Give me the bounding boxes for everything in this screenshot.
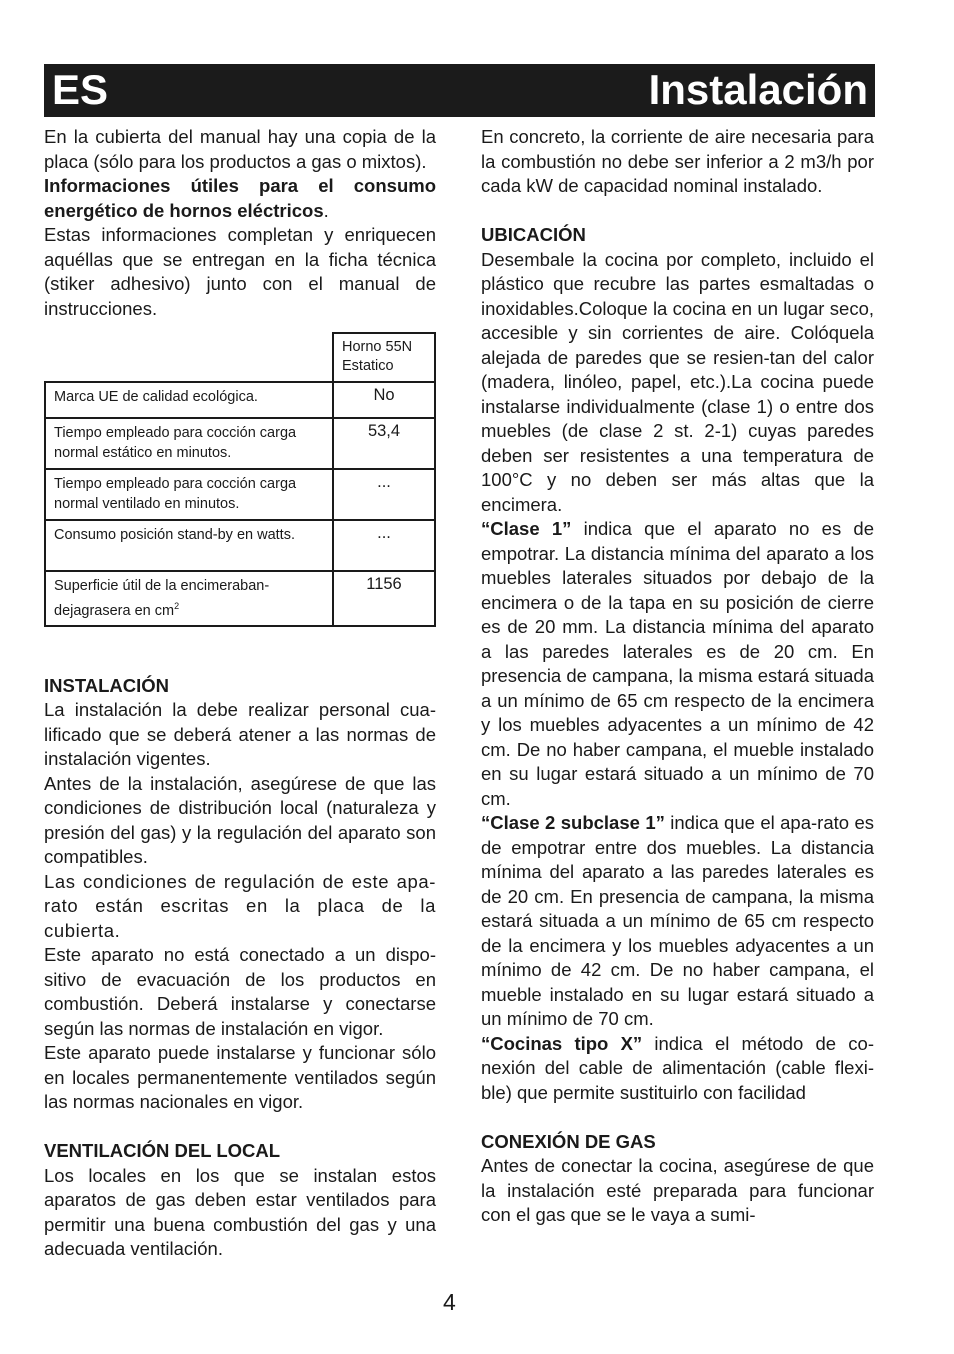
table-row bbox=[45, 520, 435, 571]
table-row-label: Tiempo empleado para cocción carga normal ventilado en minutos. bbox=[45, 469, 333, 520]
page-header bbox=[44, 64, 875, 117]
table-header-oven: Horno 55N Estatico bbox=[333, 333, 435, 382]
info-paragraph bbox=[44, 174, 436, 223]
table-row-label: Marca UE de calidad ecológica. bbox=[45, 382, 333, 418]
table-row-label: Consumo posición stand-by en watts. bbox=[45, 520, 333, 571]
intro-paragraph: En la cubierta del manual hay una copia de la placa (sólo para los productos a gas o mixtos). bbox=[44, 126, 436, 172]
table-corner bbox=[45, 333, 333, 382]
language-code: ES bbox=[52, 66, 109, 113]
table-row bbox=[45, 571, 435, 626]
instalacion-paragraph: Las condiciones de regulación de este apa-rato están escritas en la placa de la cubierta. bbox=[44, 870, 436, 941]
clase1-text: indica que el aparato no es de empotrar. La distancia mínima del aparato a los muebles laterales situados por debajo de la encimera o de la tapa en su posición de cierre es de 20 mm. La distancia mínima del aparato a las paredes laterales es de 20 cm. En presencia de campana, la misma estará situada a un mínimo de 65 cm respecto de la encimera y los muebles adyacentes a un mínimo de 42 cm. De no haber campana, el mueble instalado en su lugar estará situado a un mínimo de 70 cm. bbox=[481, 518, 874, 809]
instalacion-paragraph: Antes de la instalación, asegúrese de que las condiciones de distribución local (naturaleza y presión del gas) y la regulación del aparato son compatibles. bbox=[44, 772, 436, 868]
table-row bbox=[45, 418, 435, 469]
table-row-label bbox=[45, 571, 333, 626]
ventilacion-paragraph: Los locales en los que se instalan estos aparatos de gas deben estar ventilados para permitir una buena combustión del gas y una adecuada ventilación. bbox=[44, 1164, 436, 1260]
table-row-value: 53,4 bbox=[333, 418, 435, 469]
ubicacion-paragraph: Desembale la cocina por completo, incluido el plástico que recubre las partes esmaltadas o inoxidables.Coloque la cocina en un lugar seco, accesible y sin corrientes de aire. Colóquela alejada de paredes que se resien-tan del calor (madera, linóleo, papel, etc.).La cocina puede instalarse individualmente (clase 1) o entre dos muebles (de clase 2 st. 2-1) cuyas paredes deben ser resistentes a una temperatura de 100°C y no deben ser más altas que la encimera. bbox=[481, 248, 874, 515]
table-row-label-text: Superficie útil de la encimeraban-dejagrasera en cm bbox=[54, 578, 270, 619]
page-number: 4 bbox=[443, 1289, 456, 1315]
clase1-term: “Clase 1” bbox=[481, 518, 572, 539]
left-column bbox=[44, 125, 436, 1262]
clase2-paragraph bbox=[481, 811, 874, 1032]
superscript: 2 bbox=[174, 601, 180, 611]
gas-paragraph: Antes de conectar la cocina, asegúrese de que la instalación esté preparada para funcionar con el gas que se le vaya a sumi- bbox=[481, 1155, 874, 1225]
cocinas-term: “Cocinas tipo X” bbox=[481, 1032, 643, 1054]
gas-heading: CONEXIÓN DE GAS bbox=[481, 1130, 656, 1152]
clase2-text: indica que el apa-rato es de empotrar entre dos muebles. La distancia mínima del aparato a las paredes laterales es de 20 cm. En presencia de campana, la misma estará situada a un mínimo de 65 cm respecto de la encimera y los muebles adyacentes a un mínimo de 42 cm. De no haber campana, el mueble instalado en su lugar estará situado a un mínimo de 70 cm. bbox=[481, 812, 874, 1029]
instalacion-paragraph: Este aparato puede instalarse y funcionar sólo en locales permanentemente ventilados según las normas nacionales en vigor. bbox=[44, 1042, 436, 1113]
energy-table bbox=[44, 332, 436, 627]
table-row-value: ... bbox=[333, 520, 435, 571]
right-column bbox=[481, 125, 874, 1228]
table-row-value: ... bbox=[333, 469, 435, 520]
instalacion-paragraph: Este aparato no está conectado a un dispo-sitivo de evacuación de los productos en combustión. Deberá instalarse y conectarse según las normas de instalación en vigor. bbox=[44, 944, 436, 1039]
ubicacion-heading: UBICACIÓN bbox=[481, 224, 586, 245]
table-row bbox=[45, 469, 435, 520]
clase1-paragraph bbox=[481, 517, 874, 811]
cocinas-text: indica el método de co-nexión del cable de alimentación (cable flexi-ble) que permite sustituirlo con facilidad bbox=[481, 1032, 874, 1103]
info-dot: . bbox=[323, 199, 329, 221]
cocinas-paragraph bbox=[481, 1032, 874, 1106]
instalacion-paragraph: La instalación la debe realizar personal cua-lificado que se deberá atener a las normas de instalación vigentes. bbox=[44, 699, 436, 770]
ventilacion-heading: VENTILACIÓN DEL LOCAL bbox=[44, 1140, 281, 1162]
instalacion-heading: INSTALACIÓN bbox=[44, 674, 170, 696]
info-bold-heading: Informaciones útiles para el consumo energético de hornos eléctricos bbox=[44, 175, 436, 221]
table-row-value: 1156 bbox=[333, 571, 435, 626]
table-row bbox=[45, 382, 435, 418]
air-paragraph: En concreto, la corriente de aire necesaria para la combustión no debe ser inferior a 2 m3/h por cada kW de capacidad nominal instalado. bbox=[481, 126, 874, 196]
table-row-value: No bbox=[333, 382, 435, 418]
page-title: Instalación bbox=[648, 66, 868, 113]
table-row-label: Tiempo empleado para cocción carga normal estático en minutos. bbox=[45, 418, 333, 469]
info-text: Estas informaciones completan y enriquecen aquéllas que se entregan en la ficha técnica (stiker adhesivo) junto con el manual de instrucciones. bbox=[44, 224, 436, 319]
clase2-term: “Clase 2 subclase 1” bbox=[481, 812, 665, 833]
